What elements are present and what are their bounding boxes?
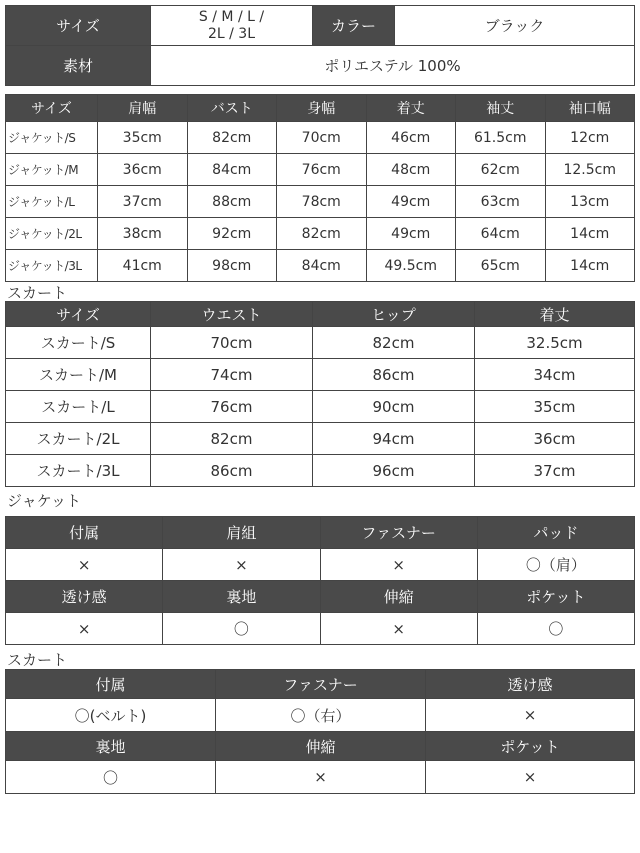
table-cell: 35cm xyxy=(98,122,188,154)
table-cell: 84cm xyxy=(277,250,367,282)
size-options xyxy=(151,6,313,46)
table-cell: 〇 xyxy=(477,613,634,645)
table-cell: × xyxy=(216,761,426,794)
header-cell: ヒップ xyxy=(313,302,475,327)
table-row xyxy=(6,391,635,423)
table-cell: 〇 xyxy=(6,761,216,794)
size-name-cell: スカート/3L xyxy=(6,455,151,487)
table-row xyxy=(6,250,635,282)
table-cell: 94cm xyxy=(313,423,475,455)
table-cell: 32.5cm xyxy=(475,327,635,359)
table-row xyxy=(6,154,635,186)
size-name-cell: スカート/L xyxy=(6,391,151,423)
jacket-features-caption: ジャケット xyxy=(7,492,81,510)
header-cell: 着丈 xyxy=(366,95,456,122)
table-cell: 49.5cm xyxy=(366,250,456,282)
header-cell: サイズ xyxy=(6,95,98,122)
header-cell: 透け感 xyxy=(426,670,635,699)
table-cell: 41cm xyxy=(98,250,188,282)
size-name-cell: スカート/S xyxy=(6,327,151,359)
header-cell: ポケット xyxy=(426,732,635,761)
table-cell: 82cm xyxy=(313,327,475,359)
header-cell: ウエスト xyxy=(151,302,313,327)
skirt-size-caption: スカート xyxy=(7,284,68,302)
table-cell: 〇 xyxy=(163,613,320,645)
table-cell: 34cm xyxy=(475,359,635,391)
table-row xyxy=(6,455,635,487)
table-cell: × xyxy=(426,761,635,794)
header-cell: 着丈 xyxy=(475,302,635,327)
table-cell: 88cm xyxy=(187,186,277,218)
table-cell: 98cm xyxy=(187,250,277,282)
header-cell: 裏地 xyxy=(6,732,216,761)
header-cell: サイズ xyxy=(6,302,151,327)
table-cell: 37cm xyxy=(475,455,635,487)
table-cell: 49cm xyxy=(366,186,456,218)
table-cell: 70cm xyxy=(151,327,313,359)
table-cell: 37cm xyxy=(98,186,188,218)
table-cell: × xyxy=(320,613,477,645)
table-cell: 38cm xyxy=(98,218,188,250)
color-label: カラー xyxy=(313,6,395,46)
table-cell: 12cm xyxy=(545,122,635,154)
table-cell: 86cm xyxy=(151,455,313,487)
table-cell: × xyxy=(163,549,320,581)
header-cell: ファスナー xyxy=(320,517,477,549)
table-cell: 36cm xyxy=(475,423,635,455)
table-cell: 82cm xyxy=(151,423,313,455)
table-row xyxy=(6,613,635,645)
table-cell: 61.5cm xyxy=(456,122,546,154)
table-cell: 90cm xyxy=(313,391,475,423)
header-cell: 付属 xyxy=(6,670,216,699)
header-cell: 肩組 xyxy=(163,517,320,549)
table-cell: × xyxy=(6,613,163,645)
table-cell: 92cm xyxy=(187,218,277,250)
table-cell: 70cm xyxy=(277,122,367,154)
size-name-cell: ジャケット/M xyxy=(6,154,98,186)
jacket-features-table xyxy=(5,516,635,645)
size-options-line1: S / M / L / xyxy=(198,8,265,25)
table-cell: × xyxy=(6,549,163,581)
table-cell: 82cm xyxy=(187,122,277,154)
table-cell: × xyxy=(426,699,635,732)
table-row xyxy=(6,761,635,794)
table-cell: 76cm xyxy=(151,391,313,423)
table-row xyxy=(6,423,635,455)
table-cell: 84cm xyxy=(187,154,277,186)
table-cell: 49cm xyxy=(366,218,456,250)
size-options-line2: 2L / 3L xyxy=(207,25,256,42)
table-row xyxy=(6,327,635,359)
product-info-table xyxy=(5,5,635,86)
color-value: ブラック xyxy=(395,6,635,46)
header-cell: 透け感 xyxy=(6,581,163,613)
table-cell: 65cm xyxy=(456,250,546,282)
table-cell: 62cm xyxy=(456,154,546,186)
table-row xyxy=(6,359,635,391)
table-cell: × xyxy=(320,549,477,581)
size-name-cell: ジャケット/3L xyxy=(6,250,98,282)
table-row xyxy=(6,218,635,250)
skirt-features-caption: スカート xyxy=(7,651,68,669)
header-cell: 身幅 xyxy=(277,95,367,122)
header-cell: 伸縮 xyxy=(216,732,426,761)
table-cell: 14cm xyxy=(545,250,635,282)
material-label: 素材 xyxy=(6,46,151,86)
table-cell: 〇(ベルト) xyxy=(6,699,216,732)
table-cell: 36cm xyxy=(98,154,188,186)
table-cell: 14cm xyxy=(545,218,635,250)
material-value: ポリエステル 100% xyxy=(151,46,635,86)
table-cell: 35cm xyxy=(475,391,635,423)
header-cell: 袖口幅 xyxy=(545,95,635,122)
size-name-cell: ジャケット/2L xyxy=(6,218,98,250)
skirt-size-table xyxy=(5,301,635,487)
size-name-cell: ジャケット/S xyxy=(6,122,98,154)
header-cell: バスト xyxy=(187,95,277,122)
table-cell: 96cm xyxy=(313,455,475,487)
header-cell: 袖丈 xyxy=(456,95,546,122)
table-cell: 63cm xyxy=(456,186,546,218)
table-cell: 82cm xyxy=(277,218,367,250)
header-cell: 伸縮 xyxy=(320,581,477,613)
jacket-size-table xyxy=(5,94,635,282)
table-cell: 86cm xyxy=(313,359,475,391)
skirt-features-table xyxy=(5,669,635,794)
table-cell: 78cm xyxy=(277,186,367,218)
header-cell: 付属 xyxy=(6,517,163,549)
table-cell: 〇（右） xyxy=(216,699,426,732)
header-cell: ファスナー xyxy=(216,670,426,699)
table-cell: 48cm xyxy=(366,154,456,186)
table-cell: 74cm xyxy=(151,359,313,391)
size-name-cell: スカート/2L xyxy=(6,423,151,455)
header-cell: 裏地 xyxy=(163,581,320,613)
table-row xyxy=(6,549,635,581)
header-cell: ポケット xyxy=(477,581,634,613)
table-cell: 64cm xyxy=(456,218,546,250)
size-label: サイズ xyxy=(6,6,151,46)
table-cell: 〇（肩） xyxy=(477,549,634,581)
table-cell: 12.5cm xyxy=(545,154,635,186)
table-cell: 46cm xyxy=(366,122,456,154)
table-row xyxy=(6,122,635,154)
size-name-cell: ジャケット/L xyxy=(6,186,98,218)
table-row xyxy=(6,186,635,218)
table-cell: 13cm xyxy=(545,186,635,218)
header-cell: パッド xyxy=(477,517,634,549)
table-row xyxy=(6,699,635,732)
table-cell: 76cm xyxy=(277,154,367,186)
header-cell: 肩幅 xyxy=(98,95,188,122)
size-name-cell: スカート/M xyxy=(6,359,151,391)
